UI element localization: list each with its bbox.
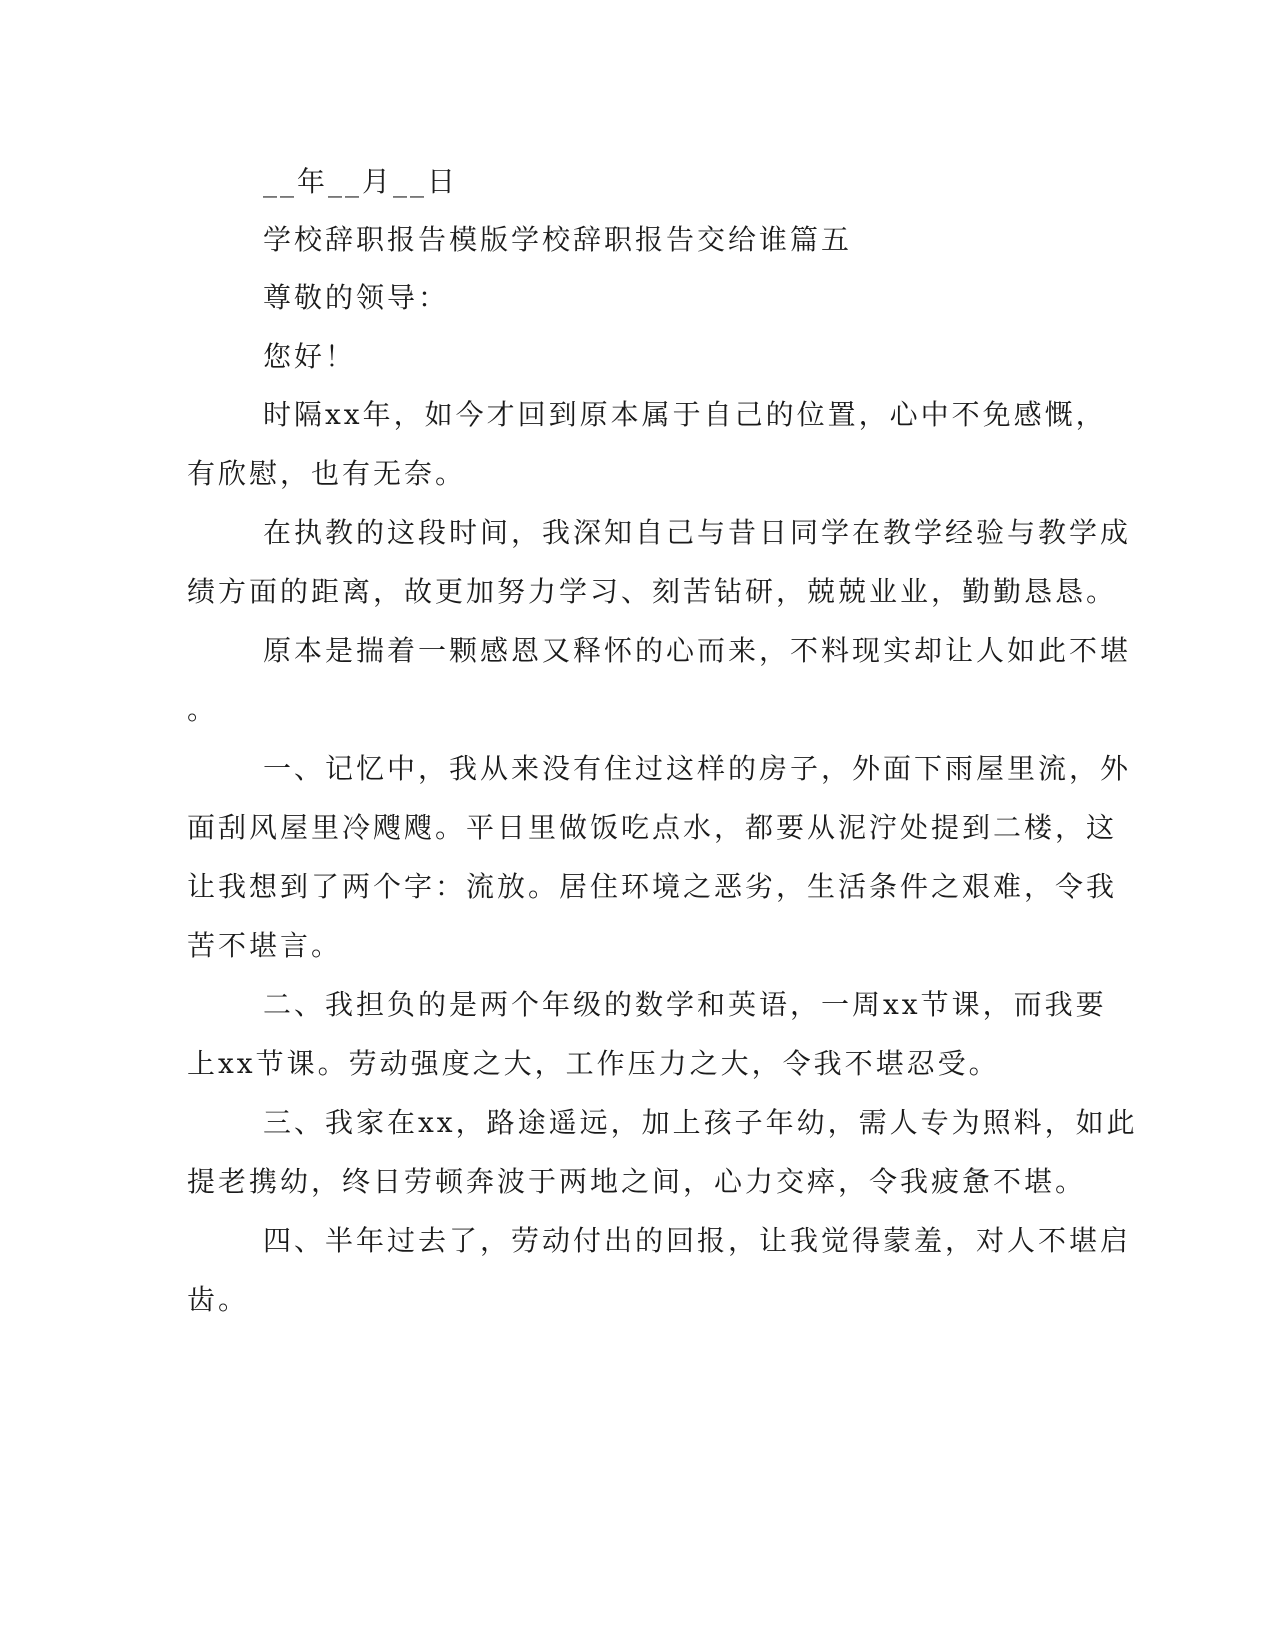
paragraph-7-line-2: 齿。 bbox=[187, 1283, 250, 1316]
date-line: __年__月__日 bbox=[263, 165, 459, 198]
paragraph-1-line-1: 时隔xx年，如今才回到原本属于自己的位置，心中不免感慨， bbox=[263, 398, 1107, 431]
paragraph-6-line-1: 三、我家在xx，路途遥远，加上孩子年幼，需人专为照料，如此 bbox=[263, 1106, 1138, 1139]
paragraph-4-line-1: 一、记忆中，我从来没有住过这样的房子，外面下雨屋里流，外 bbox=[263, 752, 1132, 785]
document-title: 学校辞职报告模版学校辞职报告交给谁篇五 bbox=[263, 223, 853, 256]
paragraph-7-line-1: 四、半年过去了，劳动付出的回报，让我觉得蒙羞，对人不堪启 bbox=[263, 1224, 1132, 1257]
paragraph-3-line-2: 。 bbox=[187, 693, 219, 726]
paragraph-5-line-2: 上xx节课。劳动强度之大，工作压力之大，令我不堪忍受。 bbox=[187, 1047, 1000, 1080]
paragraph-2-line-2: 绩方面的距离，故更加努力学习、刻苦钻研，兢兢业业，勤勤恳恳。 bbox=[187, 575, 1118, 608]
paragraph-4-line-2: 面刮风屋里冷飕飕。平日里做饭吃点水，都要从泥泞处提到二楼，这 bbox=[187, 811, 1118, 844]
greeting: 您好！ bbox=[263, 340, 357, 373]
paragraph-4-line-3: 让我想到了两个字：流放。居住环境之恶劣，生活条件之艰难，令我 bbox=[187, 870, 1118, 903]
paragraph-3-line-1: 原本是揣着一颗感恩又释怀的心而来，不料现实却让人如此不堪 bbox=[263, 634, 1132, 667]
salutation: 尊敬的领导： bbox=[263, 281, 450, 314]
paragraph-6-line-2: 提老携幼，终日劳顿奔波于两地之间，心力交瘁，令我疲惫不堪。 bbox=[187, 1165, 1087, 1198]
paragraph-5-line-1: 二、我担负的是两个年级的数学和英语，一周xx节课，而我要 bbox=[263, 988, 1107, 1021]
paragraph-2-line-1: 在执教的这段时间，我深知自己与昔日同学在教学经验与教学成 bbox=[263, 516, 1132, 549]
paragraph-4-line-4: 苦不堪言。 bbox=[187, 929, 343, 962]
paragraph-1-line-2: 有欣慰，也有无奈。 bbox=[187, 457, 467, 490]
